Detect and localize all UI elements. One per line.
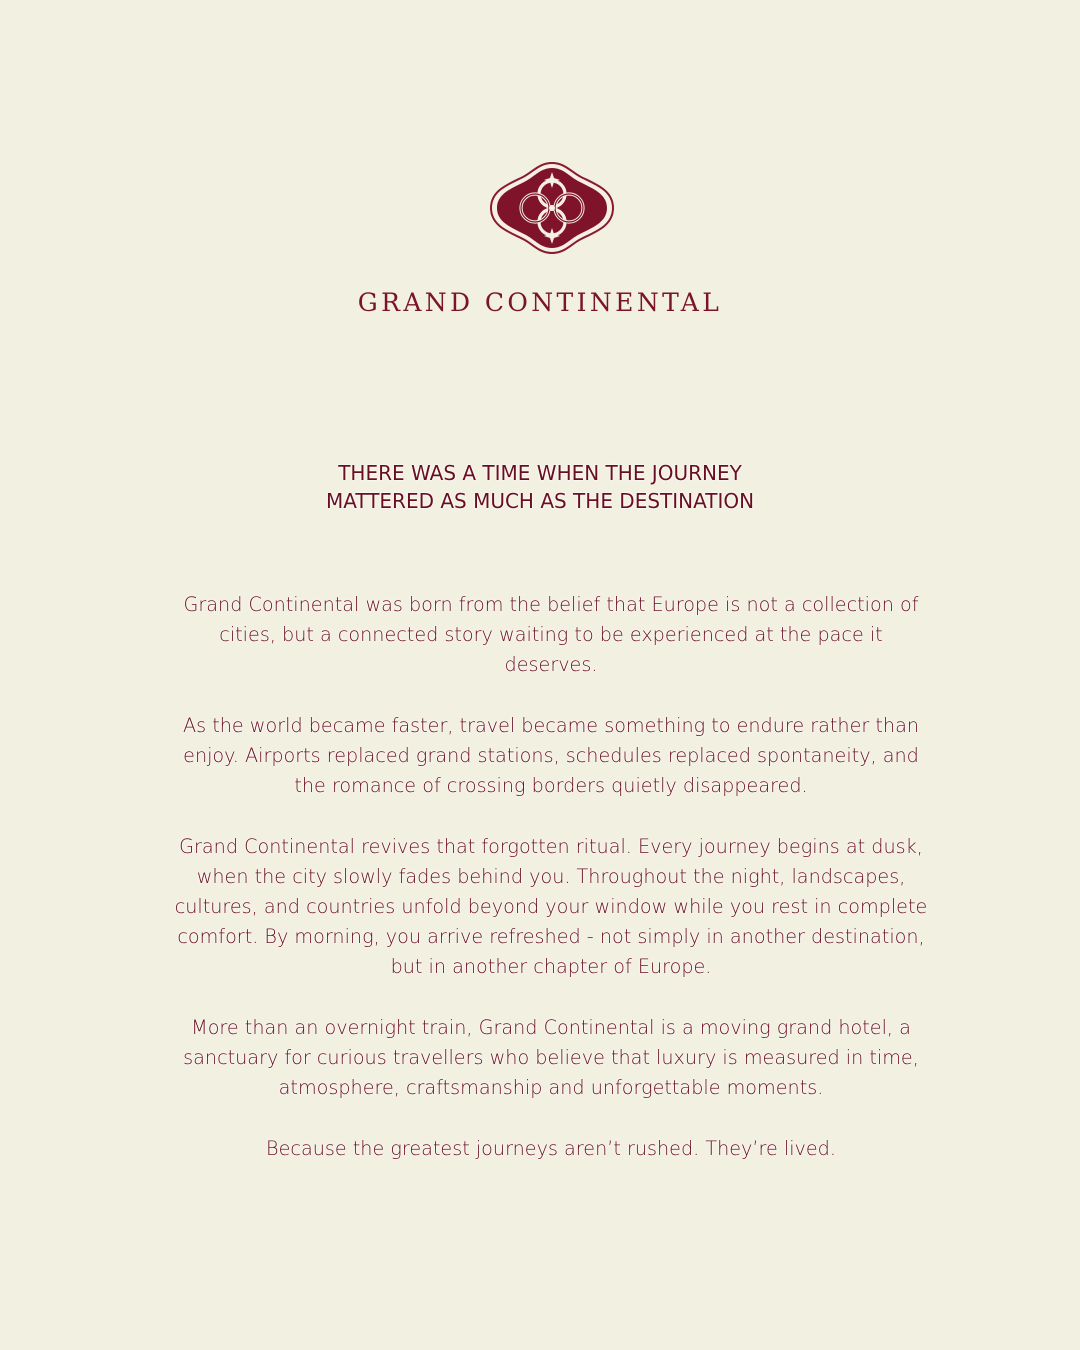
- headline: [0, 459, 1080, 515]
- paragraph-4: More than an overnight train, Grand Continental is a moving grand hotel, a sanctuary for curious travellers who believe that luxury is measured in time, atmosphere, craftsmanship and unforgettable moments.: [183, 1015, 919, 1100]
- brand-name: GRAND CONTINENTAL: [357, 288, 723, 317]
- headline-line-1: THERE WAS A TIME WHEN THE JOURNEY: [338, 461, 742, 485]
- paragraph-3: Grand Continental revives that forgotten ritual. Every journey begins at dusk, when the city slowly fades behind you. Throughout the night, landscapes, cultures, and countries unfold beyond your window while you rest in complete comfort. By morning, you arrive refreshed - not simply in another destination, but in another chapter of Europe.: [174, 834, 928, 979]
- paragraph-2: As the world became faster, travel became something to endure rather than enjoy. Airports replaced grand stations, schedules replaced spontaneity, and the romance of crossing borders quietly disappeared.: [183, 713, 919, 798]
- grand-continental-emblem-icon: [487, 160, 617, 256]
- headline-line-2: MATTERED AS MUCH AS THE DESTINATION: [325, 489, 755, 513]
- paragraph-5: Because the greatest journeys aren’t rushed. They’re lived.: [266, 1136, 836, 1160]
- paragraph-1: Grand Continental was born from the belief that Europe is not a collection of cities, but a connected story waiting to be experienced at the pace it deserves.: [183, 593, 919, 677]
- body-text: [170, 590, 932, 1194]
